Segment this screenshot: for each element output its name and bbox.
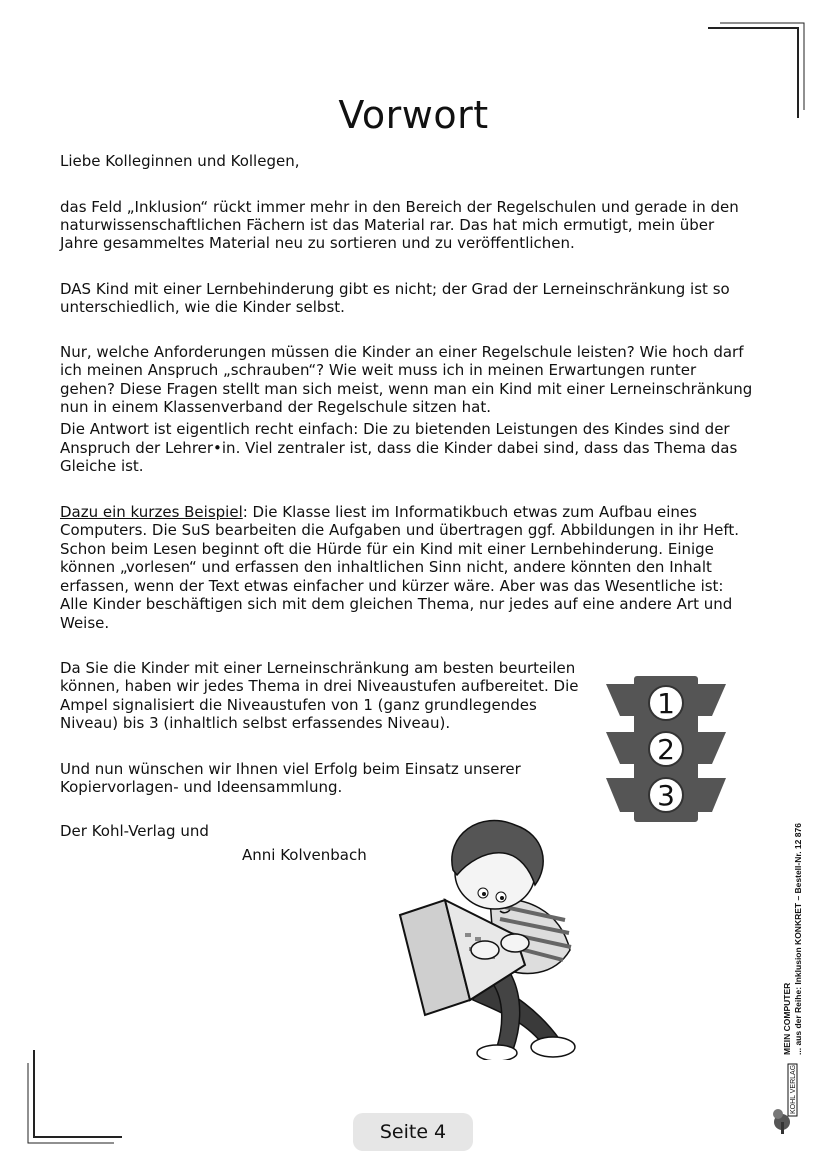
text-line: das Feld „Inklusion“ rückt immer mehr in den Bereich der Regelschulen und gerade in den [60, 198, 739, 216]
traffic-light-icon [606, 676, 726, 824]
side-title: MEIN COMPUTER [782, 982, 792, 1055]
light-2-number: 2 [657, 733, 675, 766]
publisher-logo [770, 1062, 800, 1137]
light-3-number: 3 [657, 779, 675, 812]
text-line: Jahre gesammeltes Material neu zu sortieren und zu veröffentlichen. [60, 234, 575, 252]
text-line: Anspruch der Lehrer•in. Viel zentraler ist, dass die Kinder dabei sind, dass das Thema das [60, 439, 738, 457]
text-line: Nur, welche Anforderungen müssen die Kinder an einer Regelschule leisten? Wie hoch darf [60, 343, 744, 361]
text-line: Und nun wünschen wir Ihnen viel Erfolg beim Einsatz unserer [60, 760, 521, 778]
text-span: : Die Klasse liest im Informatikbuch etwas zum Aufbau eines [242, 503, 697, 521]
text-line: gehen? Diese Fragen stellt man sich meist, wenn man ein Kind mit einer Lerneinschränkung [60, 380, 753, 398]
text-line: können „vorlesen“ und erfassen den inhaltlichen Sinn nicht, andere könnten den Inhalt [60, 558, 712, 576]
light-1-number: 1 [657, 687, 675, 720]
page-title: Vorwort [338, 93, 489, 138]
child-with-laptop-illustration [385, 815, 600, 1060]
text-line: Weise. [60, 614, 110, 632]
text-line: Schon beim Lesen beginnt oft die Hürde für ein Kind mit einer Lernbehinderung. Einige [60, 540, 714, 558]
text-line: Niveau) bis 3 (inhaltlich selbst erfassendes Niveau). [60, 714, 451, 732]
example-heading: Dazu ein kurzes Beispiel [60, 503, 243, 521]
text-line: DAS Kind mit einer Lernbehinderung gibt es nicht; der Grad der Lerneinschränkung ist so [60, 280, 730, 298]
text-line: Alle Kinder beschäftigen sich mit dem gleichen Thema, nur jedes auf eine andere Art und [60, 595, 733, 613]
text-line: ich meinen Anspruch „schrauben“? Wie weit muss ich in meinen Erwartungen runter [60, 361, 697, 379]
side-series-info: ... aus der Reihe: Inklusion KONKRET – Bestell-Nr. 12 876 [793, 823, 803, 1055]
text-line: Ampel signalisiert die Niveaustufen von 1 (ganz grundlegendes [60, 696, 537, 714]
text-line: können, haben wir jedes Thema in drei Niveaustufen aufbereitet. Die [60, 677, 579, 695]
logo-text: KOHL VERLAG [790, 1064, 797, 1114]
text-line: Computers. Die SuS bearbeiten die Aufgaben und übertragen ggf. Abbildungen in ihr Heft. [60, 521, 740, 539]
text-line: erfassen, wenn der Text etwas einfacher und kürzer wäre. Aber was das Wesentliche ist: [60, 577, 724, 595]
text-line: nun in einem Klassenverband der Regelschule sitzen hat. [60, 398, 491, 416]
text-line: Da Sie die Kinder mit einer Lerneinschränkung am besten beurteilen [60, 659, 576, 677]
text-line: Gleiche ist. [60, 457, 144, 475]
greeting: Liebe Kolleginnen und Kollegen, [60, 152, 300, 170]
signature-author: Anni Kolvenbach [242, 846, 367, 864]
bottom-left-corner-ornament [22, 1045, 132, 1150]
text-line: unterschiedlich, wie die Kinder selbst. [60, 298, 345, 316]
text-line: Die Antwort ist eigentlich recht einfach: Die zu bietenden Leistungen des Kindes sind der [60, 420, 730, 438]
text-line: Kopiervorlagen- und Ideensammlung. [60, 778, 343, 796]
text-line [60, 503, 697, 521]
signature-publisher: Der Kohl-Verlag und [60, 822, 209, 840]
text-line: naturwissenschaftlichen Fächern ist das Material rar. Das hat mich ermutigt, mein über [60, 216, 715, 234]
page-number-badge: Seite 4 [353, 1113, 473, 1151]
